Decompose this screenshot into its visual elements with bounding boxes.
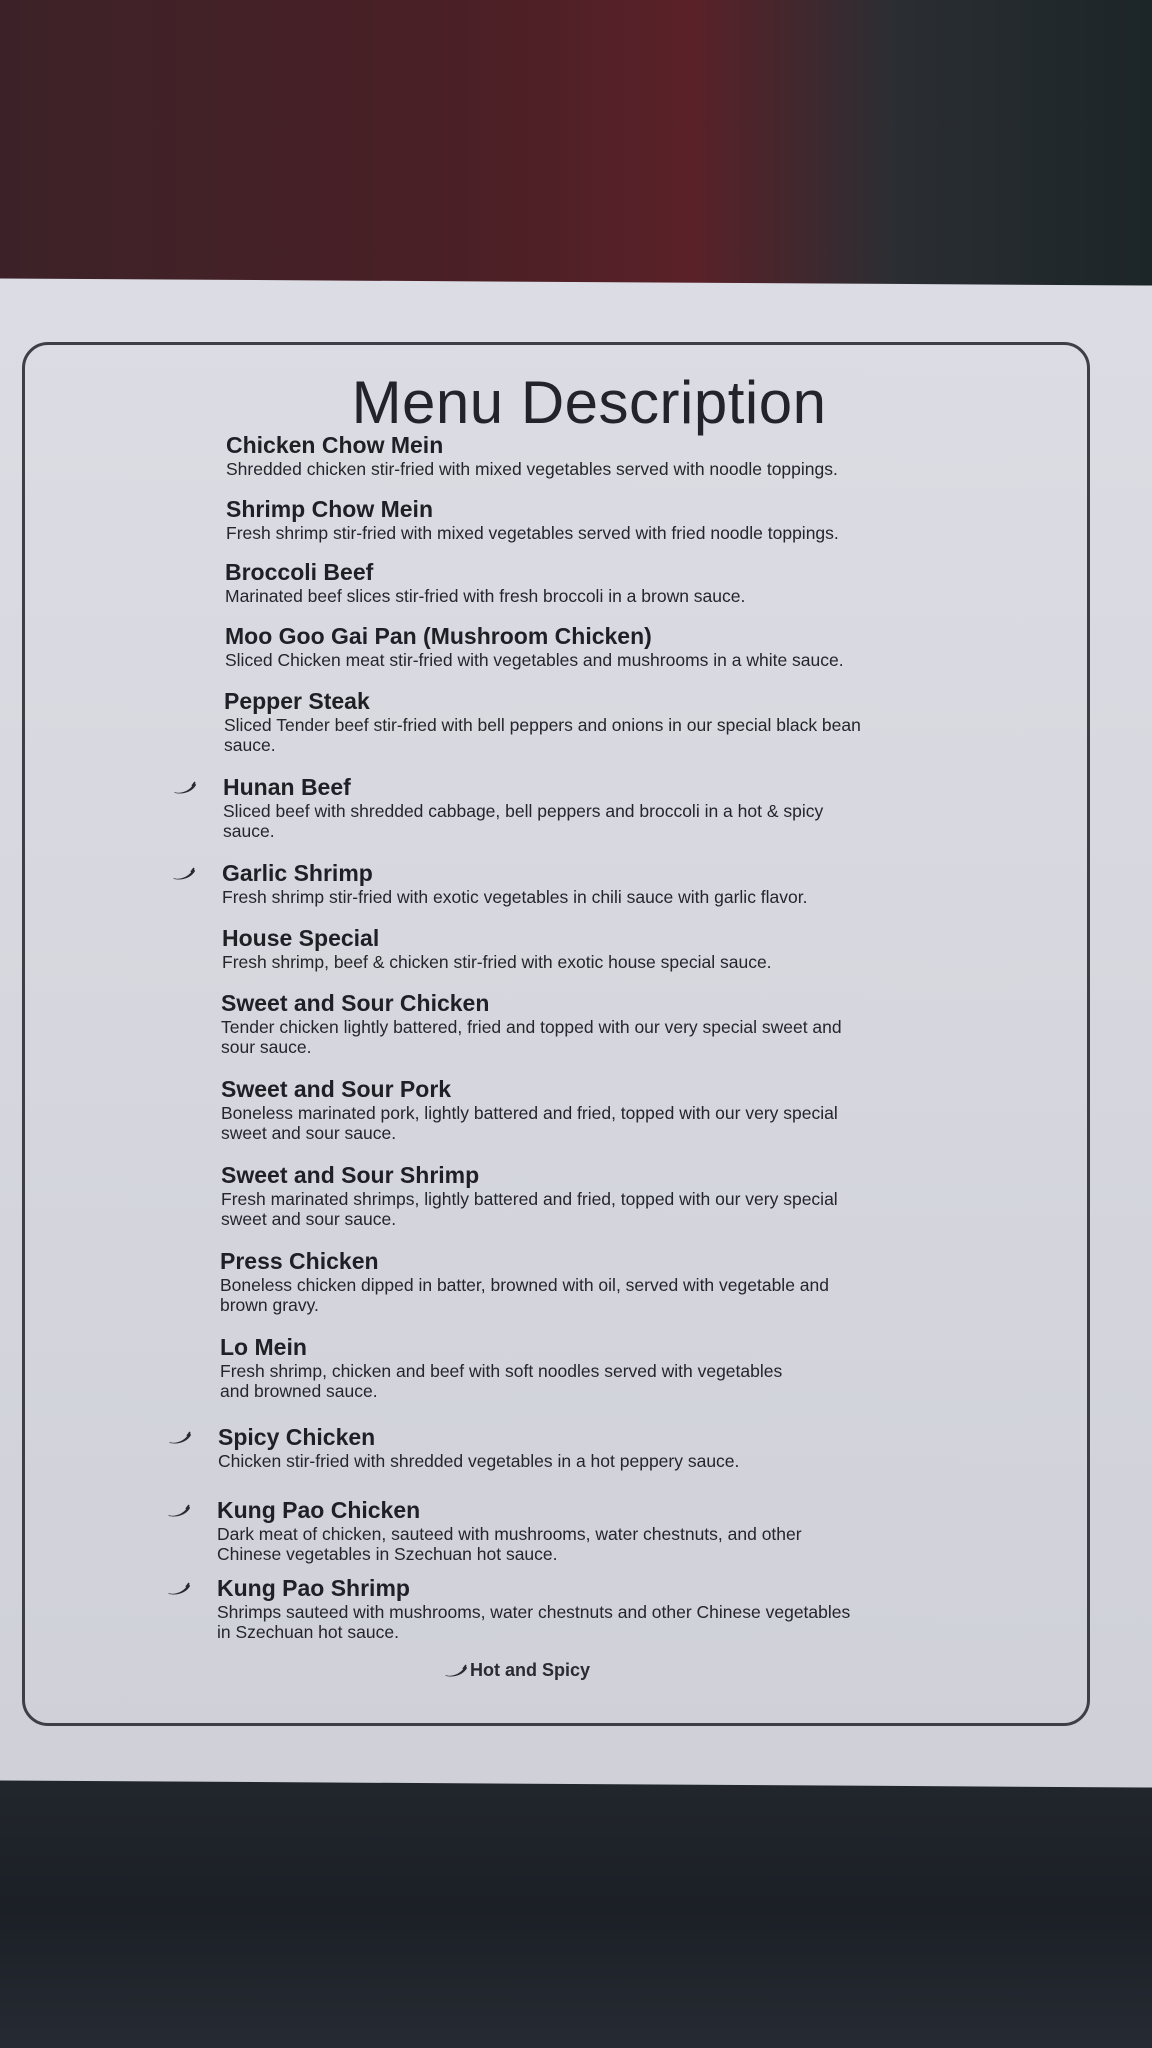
menu-item-description: Fresh shrimp, beef & chicken stir-fried with exotic house special sauce. [222, 952, 772, 972]
pepper-icon [167, 1582, 191, 1596]
menu-item-name: Chicken Chow Mein [226, 432, 444, 458]
menu-item-description: Sliced Tender beef stir-fried with bell peppers and onions in our special black bean sauce. [224, 715, 861, 755]
legend-label: Hot and Spicy [470, 1660, 591, 1680]
pepper-icon [173, 781, 197, 795]
menu-item [226, 432, 966, 479]
menu-item-description: Marinated beef slices stir-fried with fresh broccoli in a brown sauce. [225, 586, 746, 606]
pepper-icon [168, 1431, 192, 1445]
menu-item [222, 860, 962, 907]
menu-item [217, 1497, 957, 1564]
menu-item [222, 925, 962, 972]
menu-item [218, 1424, 958, 1471]
menu-item [217, 1575, 957, 1642]
menu-item [220, 1334, 960, 1401]
menu-item-description: Tender chicken lightly battered, fried and topped with our very special sweet and sour sauce. [221, 1017, 842, 1057]
menu-item-description: Fresh shrimp stir-fried with mixed vegetables served with fried noodle toppings. [226, 523, 839, 543]
menu-item-description: Boneless marinated pork, lightly battered and fried, topped with our very special sweet and sour sauce. [221, 1103, 838, 1143]
menu-item-description: Fresh shrimp stir-fried with exotic vegetables in chili sauce with garlic flavor. [222, 887, 808, 907]
menu-item-description: Shrimps sauteed with mushrooms, water chestnuts and other Chinese vegetables in Szechuan hot sauce. [217, 1602, 851, 1642]
menu-item-description: Boneless chicken dipped in batter, browned with oil, served with vegetable and brown gravy. [220, 1275, 829, 1315]
menu-item-name: Spicy Chicken [218, 1424, 376, 1450]
menu-item-name: Press Chicken [220, 1248, 379, 1274]
menu-item-description: Sliced Chicken meat stir-fried with vegetables and mushrooms in a white sauce. [225, 650, 844, 670]
menu-item [225, 623, 965, 670]
menu-item-description: Fresh marinated shrimps, lightly battered and fried, topped with our very special sweet and sour sauce. [221, 1189, 838, 1229]
menu-item-description: Fresh shrimp, chicken and beef with soft noodles served with vegetables and browned sauce. [220, 1361, 783, 1401]
menu-item-name: Broccoli Beef [225, 559, 374, 585]
pepper-icon [167, 1504, 191, 1518]
menu-item-description: Chicken stir-fried with shredded vegetables in a hot peppery sauce. [218, 1451, 740, 1471]
menu-item-name: Shrimp Chow Mein [226, 496, 433, 522]
menu-item-name: Lo Mein [220, 1334, 307, 1360]
menu-item-description: Dark meat of chicken, sauteed with mushrooms, water chestnuts, and other Chinese vegetables in Szechuan hot sauce. [217, 1524, 802, 1564]
menu-item-description: Shredded chicken stir-fried with mixed vegetables served with noodle toppings. [226, 459, 838, 479]
menu-item-name: Sweet and Sour Pork [221, 1076, 452, 1102]
menu-item [221, 1162, 961, 1229]
menu-item-name: Garlic Shrimp [222, 860, 373, 886]
menu-item [220, 1248, 960, 1315]
menu-item-name: Moo Goo Gai Pan (Mushroom Chicken) [225, 623, 652, 649]
pepper-icon [444, 1664, 468, 1678]
menu-item-name: House Special [222, 925, 380, 951]
legend [444, 1660, 590, 1681]
menu-item-name: Kung Pao Chicken [217, 1497, 421, 1523]
page-title: Menu Description [351, 369, 827, 436]
menu-item-name: Pepper Steak [224, 688, 370, 714]
menu-item [221, 1076, 961, 1143]
menu-item-name: Kung Pao Shrimp [217, 1575, 410, 1601]
menu-item [225, 559, 965, 606]
menu-item [223, 774, 963, 841]
menu-item [226, 496, 966, 543]
menu-item-name: Hunan Beef [223, 774, 351, 800]
pepper-icon [172, 867, 196, 881]
menu-item-description: Sliced beef with shredded cabbage, bell peppers and broccoli in a hot & spicy sauce. [223, 801, 824, 841]
menu-item [224, 688, 964, 755]
menu-item-name: Sweet and Sour Shrimp [221, 1162, 480, 1188]
menu-item [221, 990, 961, 1057]
menu-item-name: Sweet and Sour Chicken [221, 990, 490, 1016]
